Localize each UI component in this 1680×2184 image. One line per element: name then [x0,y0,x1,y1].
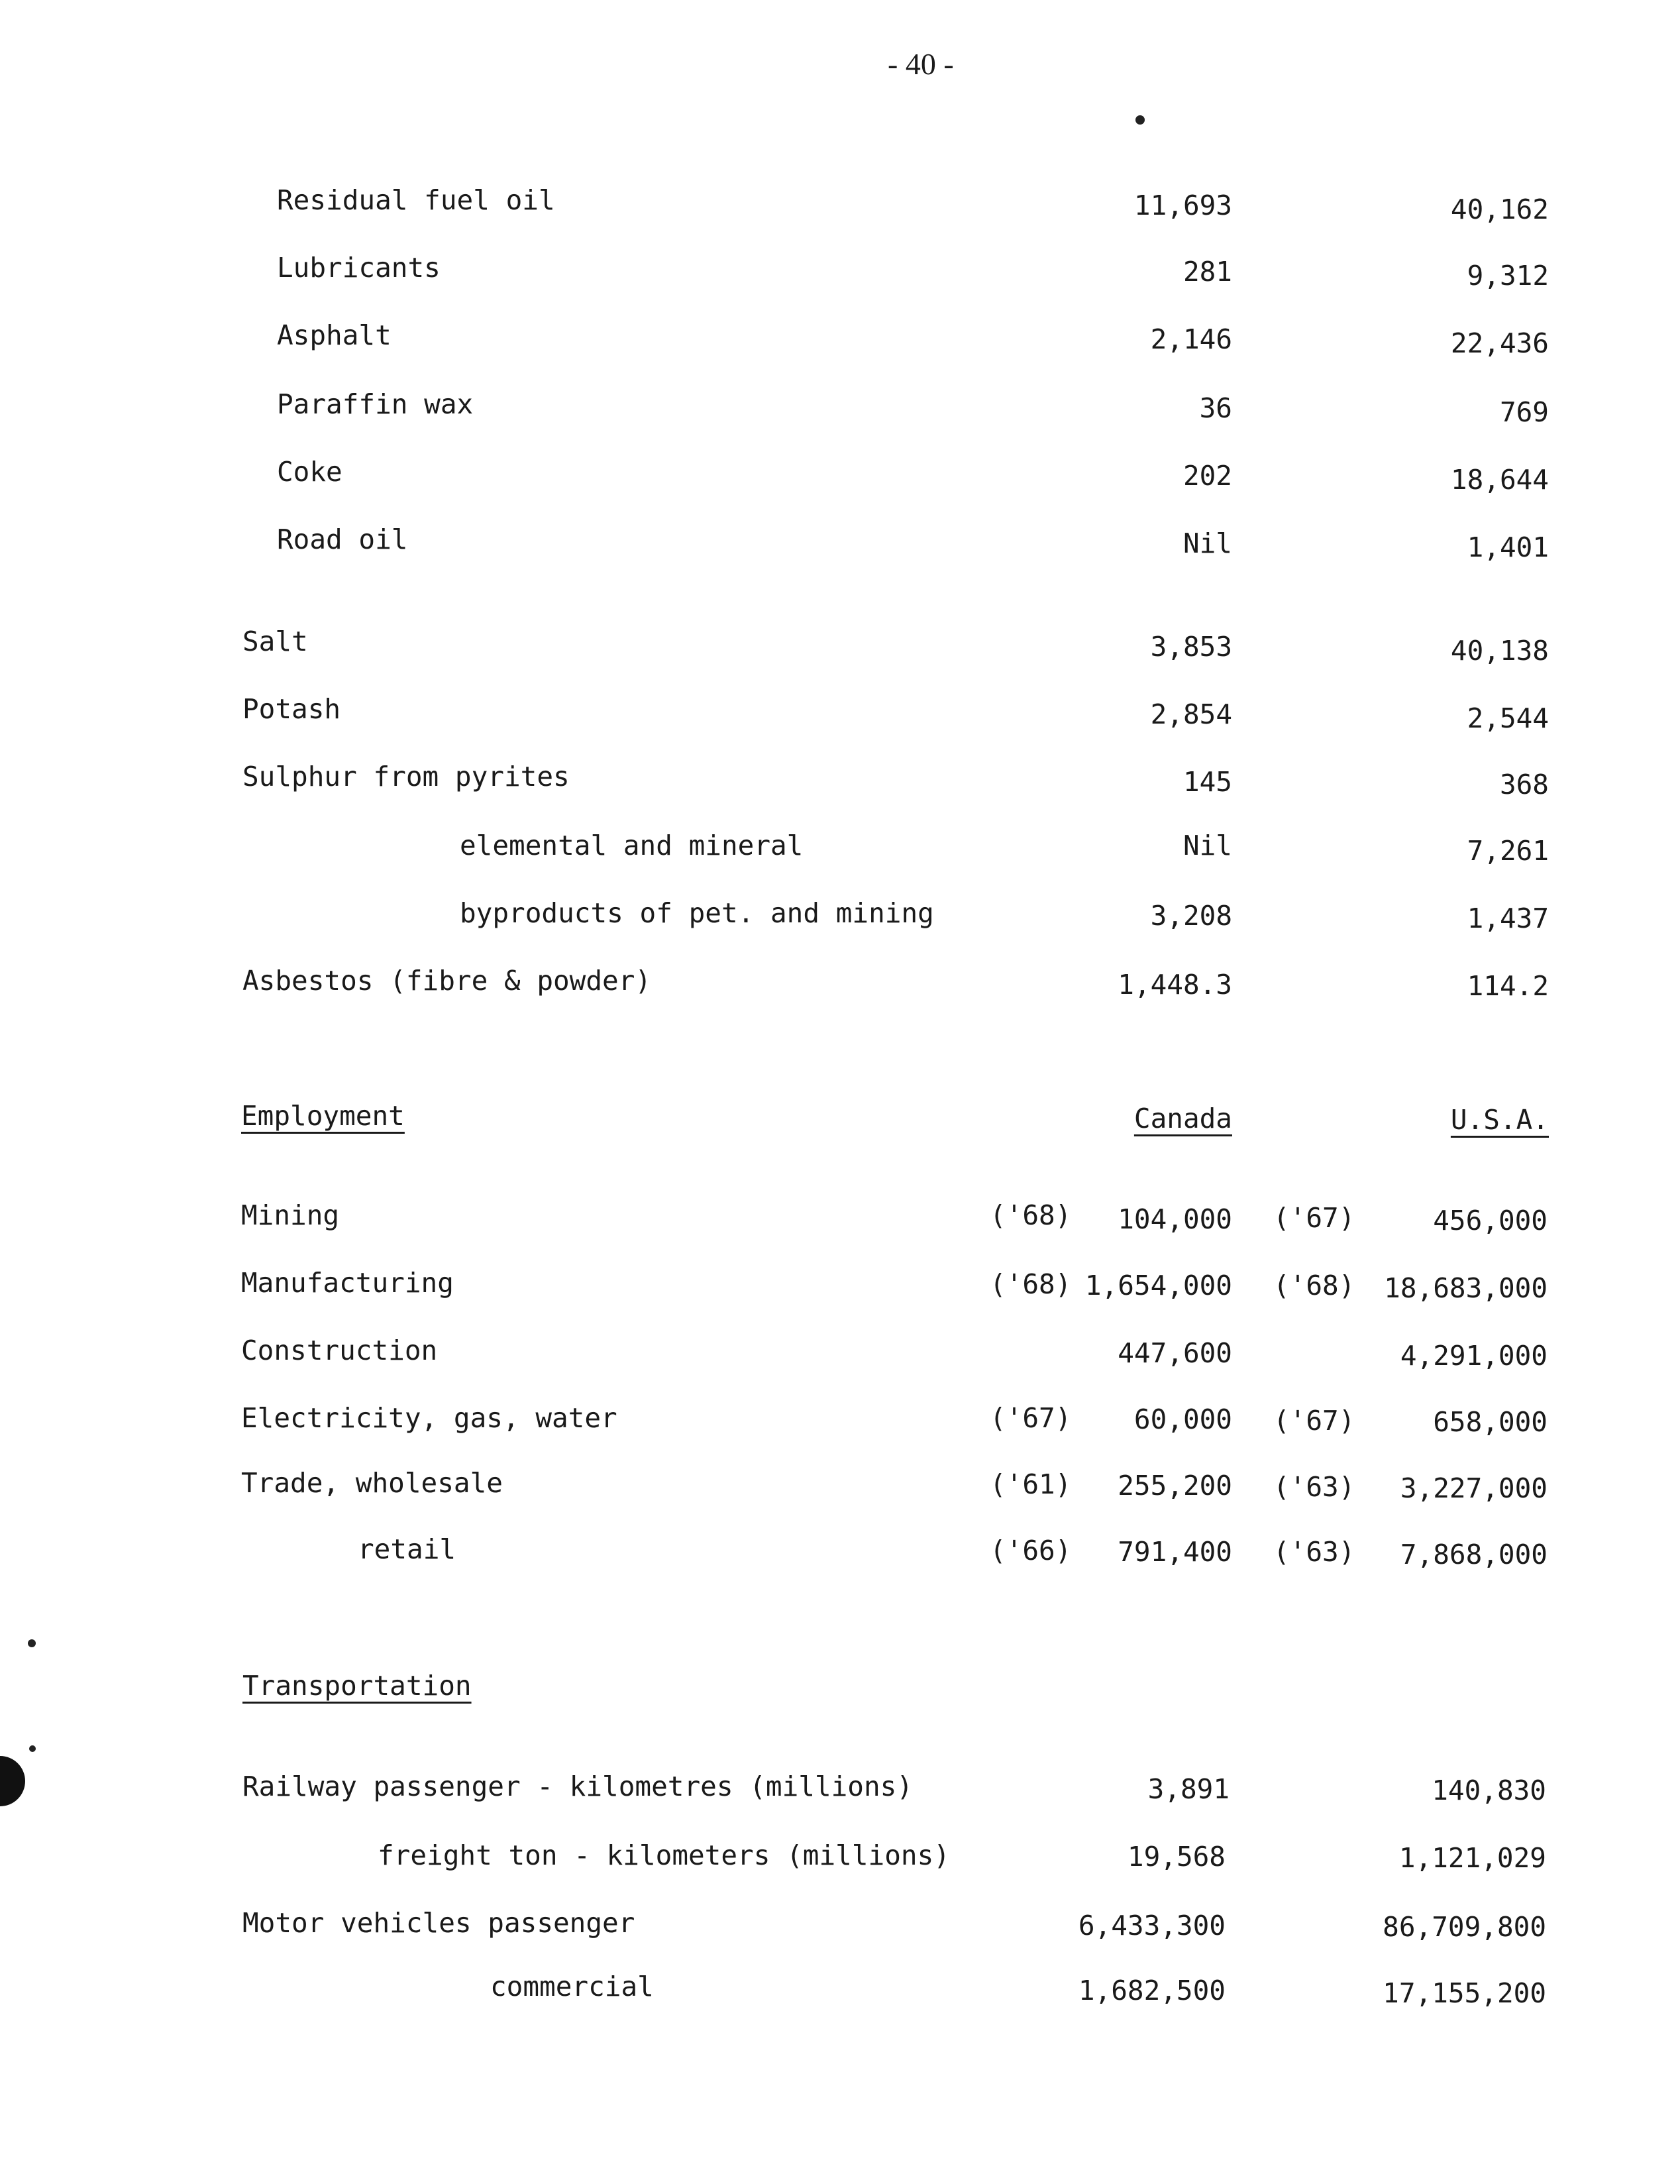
usa-value: 1,121,029 [1398,1842,1546,1874]
usa-value: 17,155,200 [1383,1977,1546,2009]
ink-speck [28,1639,36,1647]
row-label: Construction [241,1335,438,1366]
canada-value: 1,682,500 [1078,1975,1226,2006]
usa-year: ('67) [1273,1405,1355,1437]
row-label: Manufacturing [241,1267,454,1299]
canada-value: Nil [1182,527,1232,559]
canada-value: 3,891 [1147,1773,1230,1805]
canada-value: 36 [1199,392,1232,424]
row-label: retail [358,1533,456,1565]
usa-value: 40,162 [1450,193,1549,225]
row-label: Asphalt [277,319,392,351]
usa-value: 2,544 [1467,702,1549,734]
usa-value: 114.2 [1467,970,1549,1002]
canada-year: ('67) [990,1402,1072,1434]
row-label: Potash [242,693,341,725]
canada-value: 60,000 [1133,1403,1232,1435]
usa-value: 658,000 [1433,1406,1548,1438]
canada-value: 145 [1182,766,1232,798]
row-label: Salt [242,626,308,657]
usa-value: 7,261 [1467,835,1549,867]
usa-value: 769 [1499,396,1549,428]
usa-year: ('68) [1273,1270,1355,1301]
canada-value: 2,854 [1150,698,1232,730]
row-label: byproducts of pet. and mining [460,897,934,929]
page-number: - 40 - [888,47,954,81]
canada-value: 11,693 [1133,190,1232,221]
canada-value: 255,200 [1118,1470,1232,1502]
usa-value: 18,644 [1450,464,1549,496]
usa-value: 456,000 [1433,1205,1548,1236]
canada-value: 1,654,000 [1084,1270,1232,1301]
usa-value: 9,312 [1467,260,1549,292]
row-label: Residual fuel oil [277,184,555,216]
usa-value: 18,683,000 [1384,1272,1548,1304]
row-label: Paraffin wax [277,388,474,420]
canada-value: 3,853 [1150,631,1232,663]
row-label: commercial [490,1971,654,2002]
usa-value: 4,291,000 [1400,1340,1548,1372]
row-label: Coke [277,456,342,488]
column-header-usa: U.S.A. [1450,1104,1549,1136]
canada-value: 447,600 [1118,1337,1232,1369]
row-label: Mining [241,1199,340,1231]
row-label: elemental and mineral [460,830,804,861]
usa-value: 86,709,800 [1383,1911,1546,1943]
canada-value: 104,000 [1118,1203,1232,1235]
usa-value: 7,868,000 [1400,1539,1548,1570]
canada-value: 1,448.3 [1118,969,1232,1001]
ink-speck [1135,115,1145,125]
row-label: Electricity, gas, water [241,1402,617,1434]
canada-value: 19,568 [1127,1841,1226,1873]
column-header-canada: Canada [1133,1103,1232,1134]
ink-speck [29,1745,36,1752]
canada-value: 281 [1182,256,1232,288]
row-label: Trade, wholesale [241,1467,503,1499]
row-label: Road oil [277,523,408,555]
usa-year: ('63) [1273,1536,1355,1568]
row-label: Motor vehicles passenger [242,1907,635,1939]
canada-year: ('68) [990,1199,1072,1231]
canada-value: 2,146 [1150,323,1232,355]
row-label: Railway passenger - kilometres (millions) [242,1771,914,1802]
canada-value: Nil [1182,830,1232,861]
usa-value: 1,401 [1467,531,1549,563]
binding-hole-mark [0,1756,25,1806]
canada-year: ('68) [990,1268,1072,1300]
usa-year: ('67) [1273,1202,1355,1234]
row-label: Sulphur from pyrites [242,761,570,792]
usa-value: 140,830 [1432,1774,1546,1806]
usa-value: 1,437 [1467,902,1549,934]
canada-year: ('61) [990,1468,1072,1500]
canada-value: 202 [1182,460,1232,492]
row-label: Lubricants [277,252,441,284]
canada-year: ('66) [990,1535,1072,1566]
row-label: Asbestos (fibre & powder) [242,965,652,997]
usa-value: 3,227,000 [1400,1472,1548,1504]
section-heading-employment: Employment [241,1100,405,1132]
canada-value: 3,208 [1150,900,1232,932]
usa-year: ('63) [1273,1471,1355,1503]
usa-value: 368 [1499,769,1549,800]
usa-value: 22,436 [1450,327,1549,359]
section-heading-transportation: Transportation [242,1670,472,1702]
canada-value: 791,400 [1118,1536,1232,1568]
canada-value: 6,433,300 [1078,1910,1226,1941]
usa-value: 40,138 [1450,635,1549,667]
row-label: freight ton - kilometers (millions) [378,1839,950,1871]
